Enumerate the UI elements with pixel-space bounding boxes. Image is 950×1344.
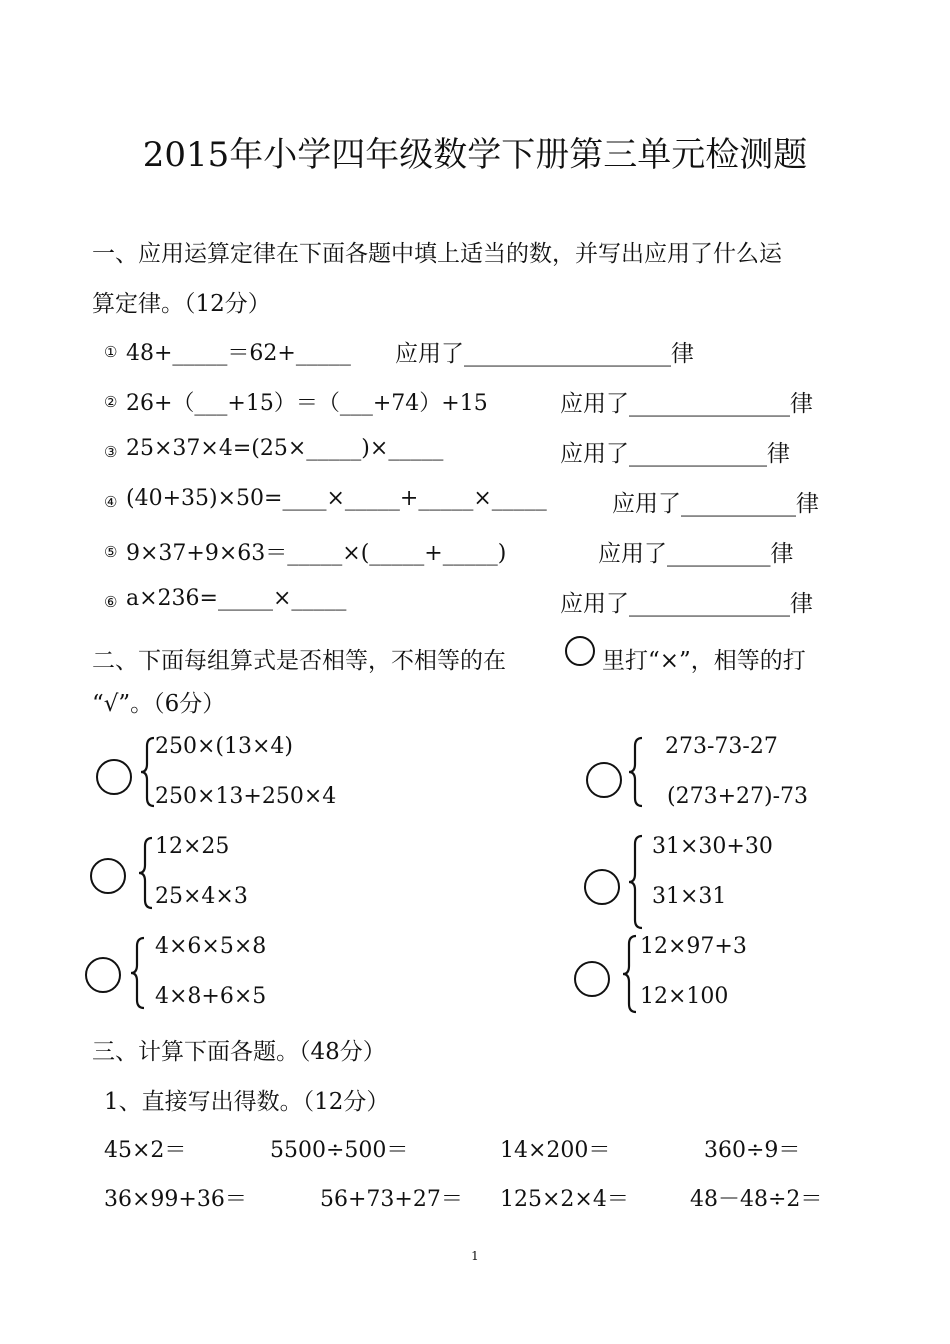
calc-item: 48－48÷2＝: [690, 1187, 823, 1212]
compare-bottom-expression: 4×8+6×5: [155, 984, 267, 1009]
calc-item: 125×2×4＝: [500, 1187, 629, 1212]
answer-circle[interactable]: [96, 759, 132, 795]
left-brace-icon: [140, 736, 156, 808]
compare-top-expression: 12×97+3: [640, 934, 747, 959]
left-brace-icon: [130, 936, 146, 1010]
calc-item: 45×2＝: [104, 1138, 187, 1163]
answer-circle[interactable]: [584, 869, 620, 905]
left-brace-icon: [628, 736, 644, 808]
compare-bottom-expression: 250×13+250×4: [155, 784, 337, 809]
item-expression: 48+_____＝62+_____: [126, 341, 351, 366]
item-apply: 应用了__________律: [612, 491, 819, 517]
left-brace-icon: [628, 834, 644, 930]
item-apply: 应用了______________律: [560, 591, 813, 617]
item-number: ④: [104, 493, 118, 511]
section2-heading-part1: 二、下面每组算式是否相等，不相等的在: [92, 648, 506, 674]
item-expression: 25×37×4=(25×_____)×_____: [126, 436, 444, 461]
compare-top-expression: 31×30+30: [652, 834, 773, 859]
answer-circle[interactable]: [574, 961, 610, 997]
calc-item: 36×99+36＝: [104, 1187, 247, 1212]
calc-item: 5500÷500＝: [270, 1138, 409, 1163]
section3-heading: 三、计算下面各题。（48分）: [92, 1039, 386, 1065]
compare-bottom-expression: 31×31: [652, 884, 727, 909]
page-title: 2015年小学四年级数学下册第三单元检测题: [142, 135, 808, 175]
answer-circle[interactable]: [85, 957, 121, 993]
compare-bottom-expression: 25×4×3: [155, 884, 248, 909]
item-expression: 9×37+9×63＝_____×(_____+_____): [126, 541, 507, 566]
item-apply: 应用了_________律: [598, 541, 794, 567]
left-brace-icon: [138, 836, 154, 910]
calc-item: 56+73+27＝: [320, 1187, 463, 1212]
compare-top-expression: 4×6×5×8: [155, 934, 267, 959]
calc-item: 14×200＝: [500, 1138, 611, 1163]
item-apply: 应用了______________律: [560, 391, 813, 417]
section2-heading-part2: 里打“×”，相等的打: [602, 648, 806, 674]
section1-heading-line1: 一、应用运算定律在下面各题中填上适当的数，并写出应用了什么运: [92, 241, 782, 267]
compare-top-expression: 12×25: [155, 834, 230, 859]
page-number: 1: [471, 1249, 479, 1263]
section2-heading-line2: “√”。（6分）: [92, 691, 226, 717]
item-apply: 应用了__________________律: [395, 341, 694, 367]
calc-item: 360÷9＝: [704, 1138, 801, 1163]
item-number: ②: [104, 393, 118, 411]
compare-bottom-expression: 12×100: [640, 984, 729, 1009]
answer-circle[interactable]: [90, 858, 126, 894]
item-expression: 26+（___+15）＝（___+74）+15: [126, 391, 488, 416]
item-expression: (40+35)×50=____×_____+_____×_____: [126, 486, 547, 511]
item-apply: 应用了____________律: [560, 441, 790, 467]
answer-circle-icon: [565, 636, 595, 666]
item-number: ⑥: [104, 593, 118, 611]
item-expression: a×236=_____×_____: [126, 586, 347, 611]
section1-heading-line2: 算定律。（12分）: [92, 291, 271, 317]
compare-bottom-expression: (273+27)-73: [667, 784, 809, 809]
answer-circle[interactable]: [586, 762, 622, 798]
item-number: ③: [104, 443, 118, 461]
left-brace-icon: [622, 934, 638, 1014]
item-number: ⑤: [104, 543, 118, 561]
compare-top-expression: 250×(13×4): [155, 734, 294, 759]
item-number: ①: [104, 343, 118, 361]
section3-sub1: 1、直接写出得数。（12分）: [104, 1089, 390, 1115]
compare-top-expression: 273-73-27: [665, 734, 778, 759]
